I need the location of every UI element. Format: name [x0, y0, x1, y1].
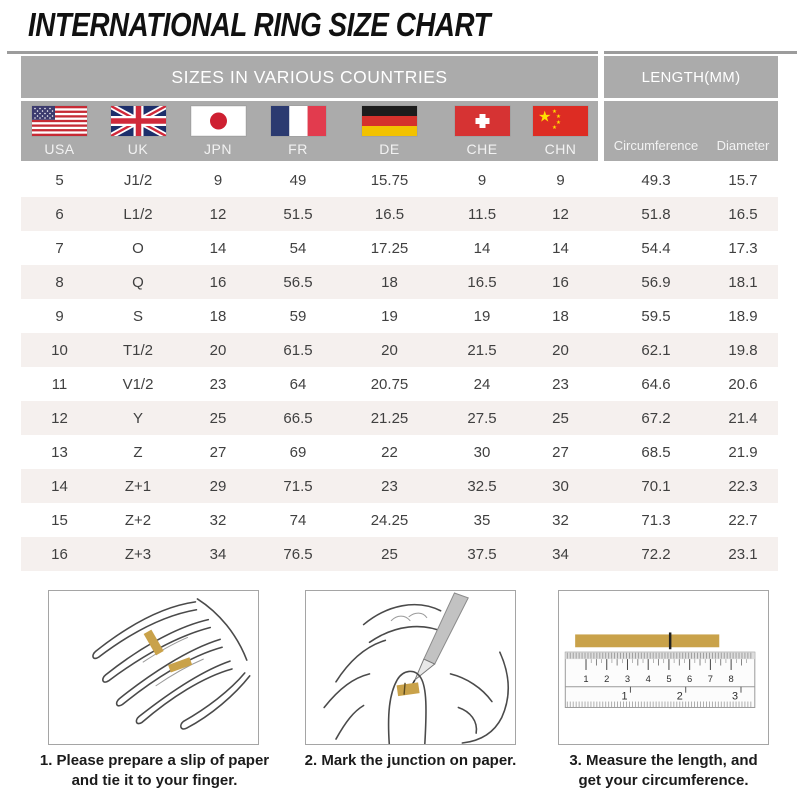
- table-row: [21, 231, 778, 265]
- svg-text:2: 2: [604, 673, 610, 684]
- country-code-label: CHE: [466, 141, 498, 157]
- table-cell: 64: [289, 375, 307, 393]
- table-cell: 24: [473, 375, 491, 393]
- country-code-label: USA: [44, 141, 75, 157]
- figure-step-2: [305, 590, 516, 745]
- table-cell: 72.2: [641, 545, 671, 563]
- table-cell: 14: [552, 239, 569, 257]
- table-cell: 32: [552, 511, 569, 529]
- table-cell: 22.7: [728, 511, 758, 529]
- sizes-group-header: [21, 56, 598, 98]
- caption-step-1: [26, 751, 283, 792]
- caption-step-2: [288, 751, 533, 771]
- table-cell: 16: [552, 273, 569, 291]
- marking-hand-illustration: [306, 591, 515, 744]
- table-cell: 59.5: [641, 307, 671, 325]
- table-cell: Z+3: [124, 545, 152, 563]
- japan-flag-icon: [191, 106, 246, 136]
- table-cell: 14: [473, 239, 491, 257]
- table-cell: 71.5: [283, 477, 313, 495]
- table-cell: 64.6: [641, 375, 671, 393]
- table-cell: T1/2: [122, 341, 153, 359]
- table-cell: Z+1: [124, 477, 152, 495]
- table-cell: 16: [209, 273, 227, 291]
- length-group-header: [604, 56, 778, 98]
- table-cell: 21.5: [467, 341, 497, 359]
- country-code-label: JPN: [204, 141, 232, 157]
- svg-text:4: 4: [645, 673, 651, 684]
- table-cell: 7: [55, 239, 64, 257]
- table-cell: 15.7: [728, 171, 758, 189]
- table-cell: Z: [133, 443, 143, 461]
- svg-text:3: 3: [732, 690, 739, 703]
- table-cell: 17.3: [728, 239, 758, 257]
- flags-header-row: [21, 101, 598, 161]
- table-cell: 20: [381, 341, 398, 359]
- caption-line: 2. Mark the junction on paper.: [304, 752, 517, 769]
- table-cell: 27.5: [467, 409, 497, 427]
- paper-strip-flat: [575, 634, 719, 647]
- table-cell: 13: [51, 443, 68, 461]
- caption-step-3: [541, 751, 786, 792]
- figure-step-1: [48, 590, 259, 745]
- svg-text:1: 1: [583, 673, 589, 684]
- table-cell: 19.8: [728, 341, 758, 359]
- table-cell: 51.8: [641, 205, 671, 223]
- column-header-circumference: Circumference: [613, 138, 699, 153]
- ruler-illustration: [559, 591, 768, 744]
- table-cell: 24.25: [370, 511, 409, 529]
- table-row: [21, 401, 778, 435]
- table-cell: 23: [209, 375, 227, 393]
- table-cell: 62.1: [641, 341, 671, 359]
- table-cell: 18: [381, 273, 398, 291]
- table-cell: 30: [552, 477, 569, 495]
- table-cell: L1/2: [123, 205, 153, 223]
- switzerland-flag-icon: [455, 106, 510, 136]
- table-cell: 16: [51, 545, 68, 563]
- caption-line: 1. Please prepare a slip of paper: [39, 752, 270, 769]
- table-cell: 74: [289, 511, 307, 529]
- table-cell: V1/2: [122, 375, 154, 393]
- usa-flag-icon: [32, 106, 87, 136]
- svg-text:7: 7: [707, 673, 713, 684]
- caption-line: and tie it to your finger.: [71, 772, 238, 790]
- length-header-row: [604, 101, 778, 161]
- table-row: [21, 469, 778, 503]
- length-group-label: LENGTH(MM): [641, 68, 741, 86]
- table-cell: 9: [213, 171, 223, 189]
- table-cell: 23: [381, 477, 398, 495]
- ruler-body: [565, 652, 755, 707]
- table-cell: 22: [381, 443, 398, 461]
- table-cell: 18.1: [728, 273, 758, 291]
- caption-line: get your circumference.: [578, 772, 749, 790]
- table-cell: 10: [51, 341, 68, 359]
- table-cell: 54: [289, 239, 307, 257]
- table-cell: 25: [552, 409, 569, 427]
- table-cell: 32.5: [467, 477, 497, 495]
- svg-text:★: ★: [556, 114, 561, 120]
- table-row: [21, 163, 778, 197]
- page-title: INTERNATIONAL RING SIZE CHART: [28, 6, 491, 43]
- table-cell: 12: [209, 205, 227, 223]
- paper-strip-around-finger: [397, 682, 420, 696]
- svg-text:1: 1: [621, 690, 628, 703]
- svg-text:★: ★: [552, 125, 557, 131]
- table-cell: 35: [473, 511, 491, 529]
- table-cell: 9: [55, 307, 64, 325]
- table-cell: 21.25: [370, 409, 409, 427]
- table-cell: 19: [473, 307, 491, 325]
- table-cell: 68.5: [641, 443, 671, 461]
- svg-text:★: ★: [538, 108, 552, 126]
- table-cell: 18: [209, 307, 227, 325]
- table-cell: 76.5: [283, 545, 313, 563]
- table-cell: 8: [55, 273, 64, 291]
- germany-flag-icon: [362, 106, 417, 136]
- table-cell: 15.75: [370, 171, 409, 189]
- column-header-de: [338, 101, 441, 161]
- title-underline-right: [604, 51, 797, 54]
- column-header-usa: [21, 101, 98, 161]
- table-row: [21, 299, 778, 333]
- table-cell: 22.3: [728, 477, 758, 495]
- table-cell: 20: [209, 341, 227, 359]
- table-cell: 70.1: [641, 477, 671, 495]
- table-cell: 27: [209, 443, 227, 461]
- table-cell: 17.25: [370, 239, 409, 257]
- table-cell: 29: [209, 477, 227, 495]
- table-cell: 11.5: [467, 205, 497, 223]
- table-cell: 18.9: [728, 307, 758, 325]
- table-cell: 49.3: [641, 171, 671, 189]
- country-code-label: DE: [379, 141, 400, 157]
- table-cell: 56.9: [641, 273, 671, 291]
- table-cell: 34: [209, 545, 227, 563]
- ring-size-table-body: [21, 163, 778, 571]
- svg-text:8: 8: [728, 673, 734, 684]
- table-row: [21, 333, 778, 367]
- table-cell: Z+2: [124, 511, 152, 529]
- column-header-che: [441, 101, 523, 161]
- svg-text:★: ★: [556, 120, 561, 126]
- country-code-label: CHN: [544, 141, 577, 157]
- table-cell: 67.2: [641, 409, 671, 427]
- table-cell: 20.75: [370, 375, 409, 393]
- table-cell: 6: [55, 205, 64, 223]
- table-row: [21, 537, 778, 571]
- table-cell: 27: [552, 443, 569, 461]
- table-cell: 30: [473, 443, 491, 461]
- title-underline-left: [7, 51, 598, 54]
- paper-strip-mark: [669, 632, 671, 649]
- caption-line: 3. Measure the length, and: [569, 752, 758, 769]
- table-cell: 37.5: [467, 545, 497, 563]
- table-cell: 49: [289, 171, 307, 189]
- table-row: [21, 503, 778, 537]
- table-cell: 71.3: [641, 511, 671, 529]
- table-cell: 11: [51, 375, 68, 393]
- table-cell: 66.5: [283, 409, 313, 427]
- table-cell: 20.6: [728, 375, 758, 393]
- france-flag-icon: [271, 106, 326, 136]
- table-row: [21, 435, 778, 469]
- table-cell: 9: [556, 171, 565, 189]
- table-cell: 15: [51, 511, 68, 529]
- column-header-uk: [98, 101, 178, 161]
- table-cell: 23.1: [728, 545, 758, 563]
- uk-flag-icon: [111, 106, 166, 136]
- svg-text:2: 2: [676, 690, 683, 703]
- svg-text:3: 3: [624, 673, 631, 684]
- table-cell: 18: [552, 307, 569, 325]
- table-row: [21, 265, 778, 299]
- table-cell: 25: [209, 409, 227, 427]
- table-cell: 14: [209, 239, 227, 257]
- table-cell: 32: [209, 511, 227, 529]
- table-cell: Y: [132, 409, 143, 427]
- table-cell: 59: [289, 307, 307, 325]
- table-cell: 19: [381, 307, 398, 325]
- country-code-label: FR: [288, 141, 308, 157]
- column-header-fr: [258, 101, 338, 161]
- table-cell: 54.4: [641, 239, 671, 257]
- table-cell: 5: [55, 171, 64, 189]
- sizes-group-label: SIZES IN VARIOUS COUNTRIES: [171, 66, 448, 87]
- table-cell: 9: [477, 171, 487, 189]
- table-cell: 25: [381, 545, 398, 563]
- table-cell: 16.5: [728, 205, 758, 223]
- table-cell: 21.4: [728, 409, 758, 427]
- table-cell: 20: [552, 341, 569, 359]
- table-cell: 34: [552, 545, 569, 563]
- table-cell: 61.5: [283, 341, 313, 359]
- pen-tip: [415, 659, 435, 680]
- column-header-jpn: [178, 101, 258, 161]
- table-cell: 23: [552, 375, 569, 393]
- table-cell: 14: [51, 477, 68, 495]
- table-row: [21, 197, 778, 231]
- table-cell: 21.9: [728, 443, 758, 461]
- column-header-chn: [523, 101, 598, 161]
- table-cell: O: [132, 239, 144, 257]
- china-flag-icon: [533, 106, 588, 136]
- country-code-label: UK: [127, 141, 149, 157]
- table-cell: 56.5: [283, 273, 313, 291]
- table-cell: 16.5: [374, 205, 405, 223]
- svg-text:5: 5: [666, 673, 672, 684]
- svg-text:★: ★: [552, 109, 557, 115]
- table-cell: 16.5: [467, 273, 497, 291]
- figure-step-3: [558, 590, 769, 745]
- table-cell: S: [132, 307, 143, 325]
- hand-with-paper-illustration: [49, 591, 258, 744]
- svg-text:6: 6: [687, 673, 693, 684]
- table-cell: Q: [132, 273, 144, 291]
- table-cell: 12: [51, 409, 68, 427]
- table-cell: J1/2: [123, 171, 153, 189]
- table-cell: 51.5: [283, 205, 313, 223]
- table-row: [21, 367, 778, 401]
- table-cell: 12: [552, 205, 569, 223]
- table-cell: 69: [289, 443, 307, 461]
- column-header-diameter: Diameter: [716, 138, 770, 153]
